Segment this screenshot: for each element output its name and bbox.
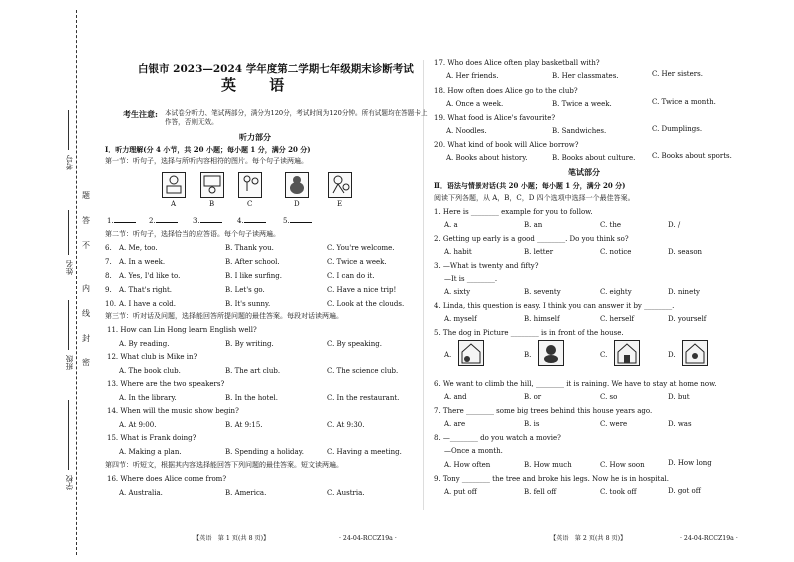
question-stem: 18. How often does Alice go to the club? [434,87,578,95]
notice-label: 考生注意: [123,109,158,119]
question-stem: 15. What is Frank doing? [107,434,197,442]
option-c[interactable]: C. Austria. [327,489,365,497]
option-a[interactable]: A. Noodles. [446,127,487,135]
section2-instruction: 阅读下列各题，从 A，B，C，D 四个选项中选择一个最佳答案。 [434,194,635,202]
question-number: 9. [105,286,112,294]
option-a[interactable]: A. Yes, I'd like to. [119,272,181,280]
question-number: 8. [105,272,112,280]
picture-label: E [337,200,343,208]
binding-strip [40,10,117,555]
picture-e-icon [328,172,352,198]
question-number: 7. [105,258,112,266]
option-a[interactable]: A. Australia. [119,489,163,497]
question-stem: 13. Where are the two speakers? [107,380,225,388]
seal-char: 封 [82,334,90,343]
option-b[interactable]: B. How much [524,461,572,469]
question-stem-reply: —It is ________. [444,275,498,283]
option-b[interactable]: B. Spending a holiday. [225,448,304,456]
sub1-instruction: 第一节：听句子，选择与所听内容相符的图片。每个句子读两遍。 [105,157,308,165]
question-stem-reply: —Once a month. [444,447,503,455]
option-c[interactable]: C. How soon [600,461,645,469]
option-b[interactable]: B. At 9:15. [225,421,263,429]
question-stem: 6. We want to climb the hill, ________ it is raining. We have to stay at home now. [434,380,717,388]
seal-char: 密 [82,358,90,367]
picture-label: A [171,200,177,208]
option-c[interactable]: C. I can do it. [327,272,375,280]
option-b[interactable]: B. The art club. [225,367,281,375]
option-a[interactable]: A. a [444,221,458,229]
page-footer: 【英语 第 1 页(共 8 页)】 [193,535,270,542]
option-a[interactable]: A. That's right. [119,286,173,294]
option-c[interactable]: C. Twice a month. [652,98,716,106]
question-stem: 9. Tony ________ the tree and broke his legs. Now he is in hospital. [434,475,669,483]
answer-blank-5[interactable]: 5. [283,217,312,225]
option-c[interactable]: C. Having a meeting. [327,448,402,456]
option-c[interactable]: C. Books about sports. [652,152,732,160]
binding-line [76,10,77,555]
question-stem: 19. What food is Alice's favourite? [434,114,556,122]
option-d[interactable]: D. How long [668,459,712,467]
sub3-instruction: 第三节：听对话及问题，选择能回答所提问题的最佳答案。每段对话读两遍。 [105,312,343,320]
dog-house-a-icon [458,340,484,366]
option-a[interactable]: A. Me, too. [119,244,158,252]
option-c[interactable]: C. The science club. [327,367,399,375]
option-d[interactable]: D. ninety [668,288,700,296]
exam-no-field [68,110,69,150]
option-a[interactable]: A. myself [444,315,477,323]
seal-char: 内 [82,284,90,293]
option-c[interactable]: C. In the restaurant. [327,394,400,402]
picture-label: D [294,200,300,208]
option-a[interactable]: A. In the library. [119,394,177,402]
option-b[interactable]: B. In the hotel. [225,394,278,402]
option-b[interactable]: B. letter [524,248,554,256]
dog-house-c-icon [614,340,640,366]
question-stem: 8. —________ do you watch a movie? [434,434,561,442]
notice-text: 本试卷分听力、笔试两部分，满分为120分，考试时间为120分钟。所有试题均在答题卡上作答，否则无效。 [165,109,428,127]
question-stem: 17. Who does Alice often play basketball with? [434,59,600,67]
answer-blank-2[interactable]: 2. [149,217,178,225]
option-b[interactable]: B. fell off [524,488,557,496]
exam-title: 白银市 2023—2024 学年度第二学期七年级期末诊断考试 [138,63,414,75]
option-c[interactable]: C. Her sisters. [652,70,703,78]
picture-label: C [247,200,253,208]
option-b[interactable]: B. Sandwiches. [552,127,607,135]
option-c[interactable]: C. Dumplings. [652,125,703,133]
question-stem: 14. When will the music show begin? [107,407,239,415]
dog-house-b-icon [538,340,564,366]
seal-char: 不 [82,241,90,250]
picture-c-icon [238,172,262,198]
option-d[interactable]: D. but [668,393,690,401]
option-d[interactable]: D. got off [668,487,701,495]
option-b[interactable]: B. I like surfing. [225,272,283,280]
picture-d-icon [285,172,309,198]
question-number: 10. [105,300,117,308]
option-a[interactable]: A. Her friends. [446,72,499,80]
seal-char: 题 [82,191,90,200]
sub2-instruction: 第二节：听句子，选择恰当的应答语。每个句子读两遍。 [105,230,280,238]
picture-a-icon [162,172,186,198]
question-stem: 12. What club is Mike in? [107,353,198,361]
option-c[interactable]: C. Look at the clouds. [327,300,405,308]
option-a[interactable]: A. Making a plan. [119,448,182,456]
subject-title: 英 语 [221,76,299,94]
dog-house-d-icon [682,340,708,366]
option-c[interactable]: C. took off [600,488,637,496]
question-stem: 7. There ________ some big trees behind this house years ago. [434,407,653,415]
sub4-instruction: 第四节：听短文，根据其内容选择能回答下列问题的最佳答案。短文读两遍。 [105,461,343,469]
option-a[interactable]: A. How often [444,461,491,469]
section2-title: Ⅱ．语法与情景对话(共 20 小题；每小题 1 分，满分 20 分) [434,181,626,190]
option-b[interactable]: B. himself [524,315,560,323]
option-b[interactable]: B. an [524,221,543,229]
option-d[interactable]: D. [668,351,676,359]
exam-no-label: 考号 [65,155,74,170]
option-b[interactable]: B. Twice a week. [552,100,612,108]
option-a[interactable]: A. Once a week. [446,100,504,108]
seal-char: 答 [82,216,90,225]
section1-title: Ⅰ．听力理解(分 4 小节，共 20 小题；每小题 1 分，满分 20 分) [105,145,311,154]
seal-char: 线 [82,309,90,318]
page-code: · 24-04-RCCZ19a · [680,535,738,542]
writing-part-title: 笔试部分 [568,167,600,177]
question-stem: 5. The dog in Picture ________ is in front of the house. [434,329,624,337]
option-b[interactable]: B. is [524,420,540,428]
picture-label: B [209,200,215,208]
option-c[interactable]: C. the [600,221,622,229]
option-d[interactable]: D. yourself [668,315,707,323]
question-stem: 4. Linda, this question is easy. I think you can answer it by ________. [434,302,675,310]
answer-blank-3[interactable]: 3. [193,217,222,225]
option-a[interactable]: A. [444,351,452,359]
option-a[interactable]: A. and [444,393,467,401]
option-b[interactable]: B. [524,351,532,359]
option-b[interactable]: B. It's sunny. [225,300,271,308]
question-stem: 3. —What is twenty and fifty? [434,262,539,270]
option-c[interactable]: C. By speaking. [327,340,382,348]
option-a[interactable]: A. habit [444,248,472,256]
option-b[interactable]: B. seventy [524,288,561,296]
option-a[interactable]: A. In a week. [119,258,166,266]
question-stem: 11. How can Lin Hong learn English well? [107,326,257,334]
option-b[interactable]: B. America. [225,489,267,497]
option-c[interactable]: C. eighty [600,288,632,296]
option-c[interactable]: C. You're welcome. [327,244,395,252]
option-b[interactable]: B. Thank you. [225,244,274,252]
name-field [68,210,69,255]
question-stem: 1. Here is ________ example for you to follow. [434,208,593,216]
option-d[interactable]: D. / [668,221,681,229]
option-a[interactable]: A. Books about history. [446,154,528,162]
option-a[interactable]: A. I have a cold. [119,300,176,308]
option-c[interactable]: C. so [600,393,618,401]
option-c[interactable]: C. were [600,420,628,428]
option-b[interactable]: B. Her classmates. [552,72,619,80]
school-label: 学校 [65,475,74,490]
option-c[interactable]: C. [600,351,608,359]
answer-blank-4[interactable]: 4. [237,217,266,225]
option-a[interactable]: A. are [444,420,466,428]
class-field [68,300,69,350]
question-stem: 16. Where does Alice come from? [107,475,227,483]
option-a[interactable]: A. At 9:00. [119,421,157,429]
question-stem: 20. What kind of book will Alice borrow? [434,141,579,149]
option-c[interactable]: C. Have a nice trip! [327,286,397,294]
option-d[interactable]: D. season [668,248,703,256]
option-d[interactable]: D. was [668,420,692,428]
class-label: 班级 [65,355,74,370]
picture-b-icon [200,172,224,198]
option-b[interactable]: B. Let's go. [225,286,265,294]
option-a[interactable]: A. put off [444,488,477,496]
name-label: 姓名 [65,260,74,275]
option-c[interactable]: C. herself [600,315,635,323]
option-b[interactable]: B. Books about culture. [552,154,636,162]
option-b[interactable]: B. After school. [225,258,280,266]
question-number: 6. [105,244,112,252]
option-a[interactable]: A. The book club. [119,367,181,375]
question-stem: 2. Getting up early is a good ________. Do you think so? [434,235,629,243]
answer-blank-1[interactable]: 1. [107,217,136,225]
option-a[interactable]: A. sixty [444,288,471,296]
listening-part-title: 听力部分 [239,132,271,142]
page-code: · 24-04-RCCZ19a · [339,535,397,542]
option-b[interactable]: B. By writing. [225,340,274,348]
column-divider [423,60,424,510]
school-field [68,400,69,470]
option-a[interactable]: A. By reading. [119,340,170,348]
page-footer: 【英语 第 2 页(共 8 页)】 [550,535,627,542]
option-b[interactable]: B. or [524,393,542,401]
option-c[interactable]: C. At 9:30. [327,421,365,429]
option-c[interactable]: C. Twice a week. [327,258,387,266]
option-c[interactable]: C. notice [600,248,632,256]
